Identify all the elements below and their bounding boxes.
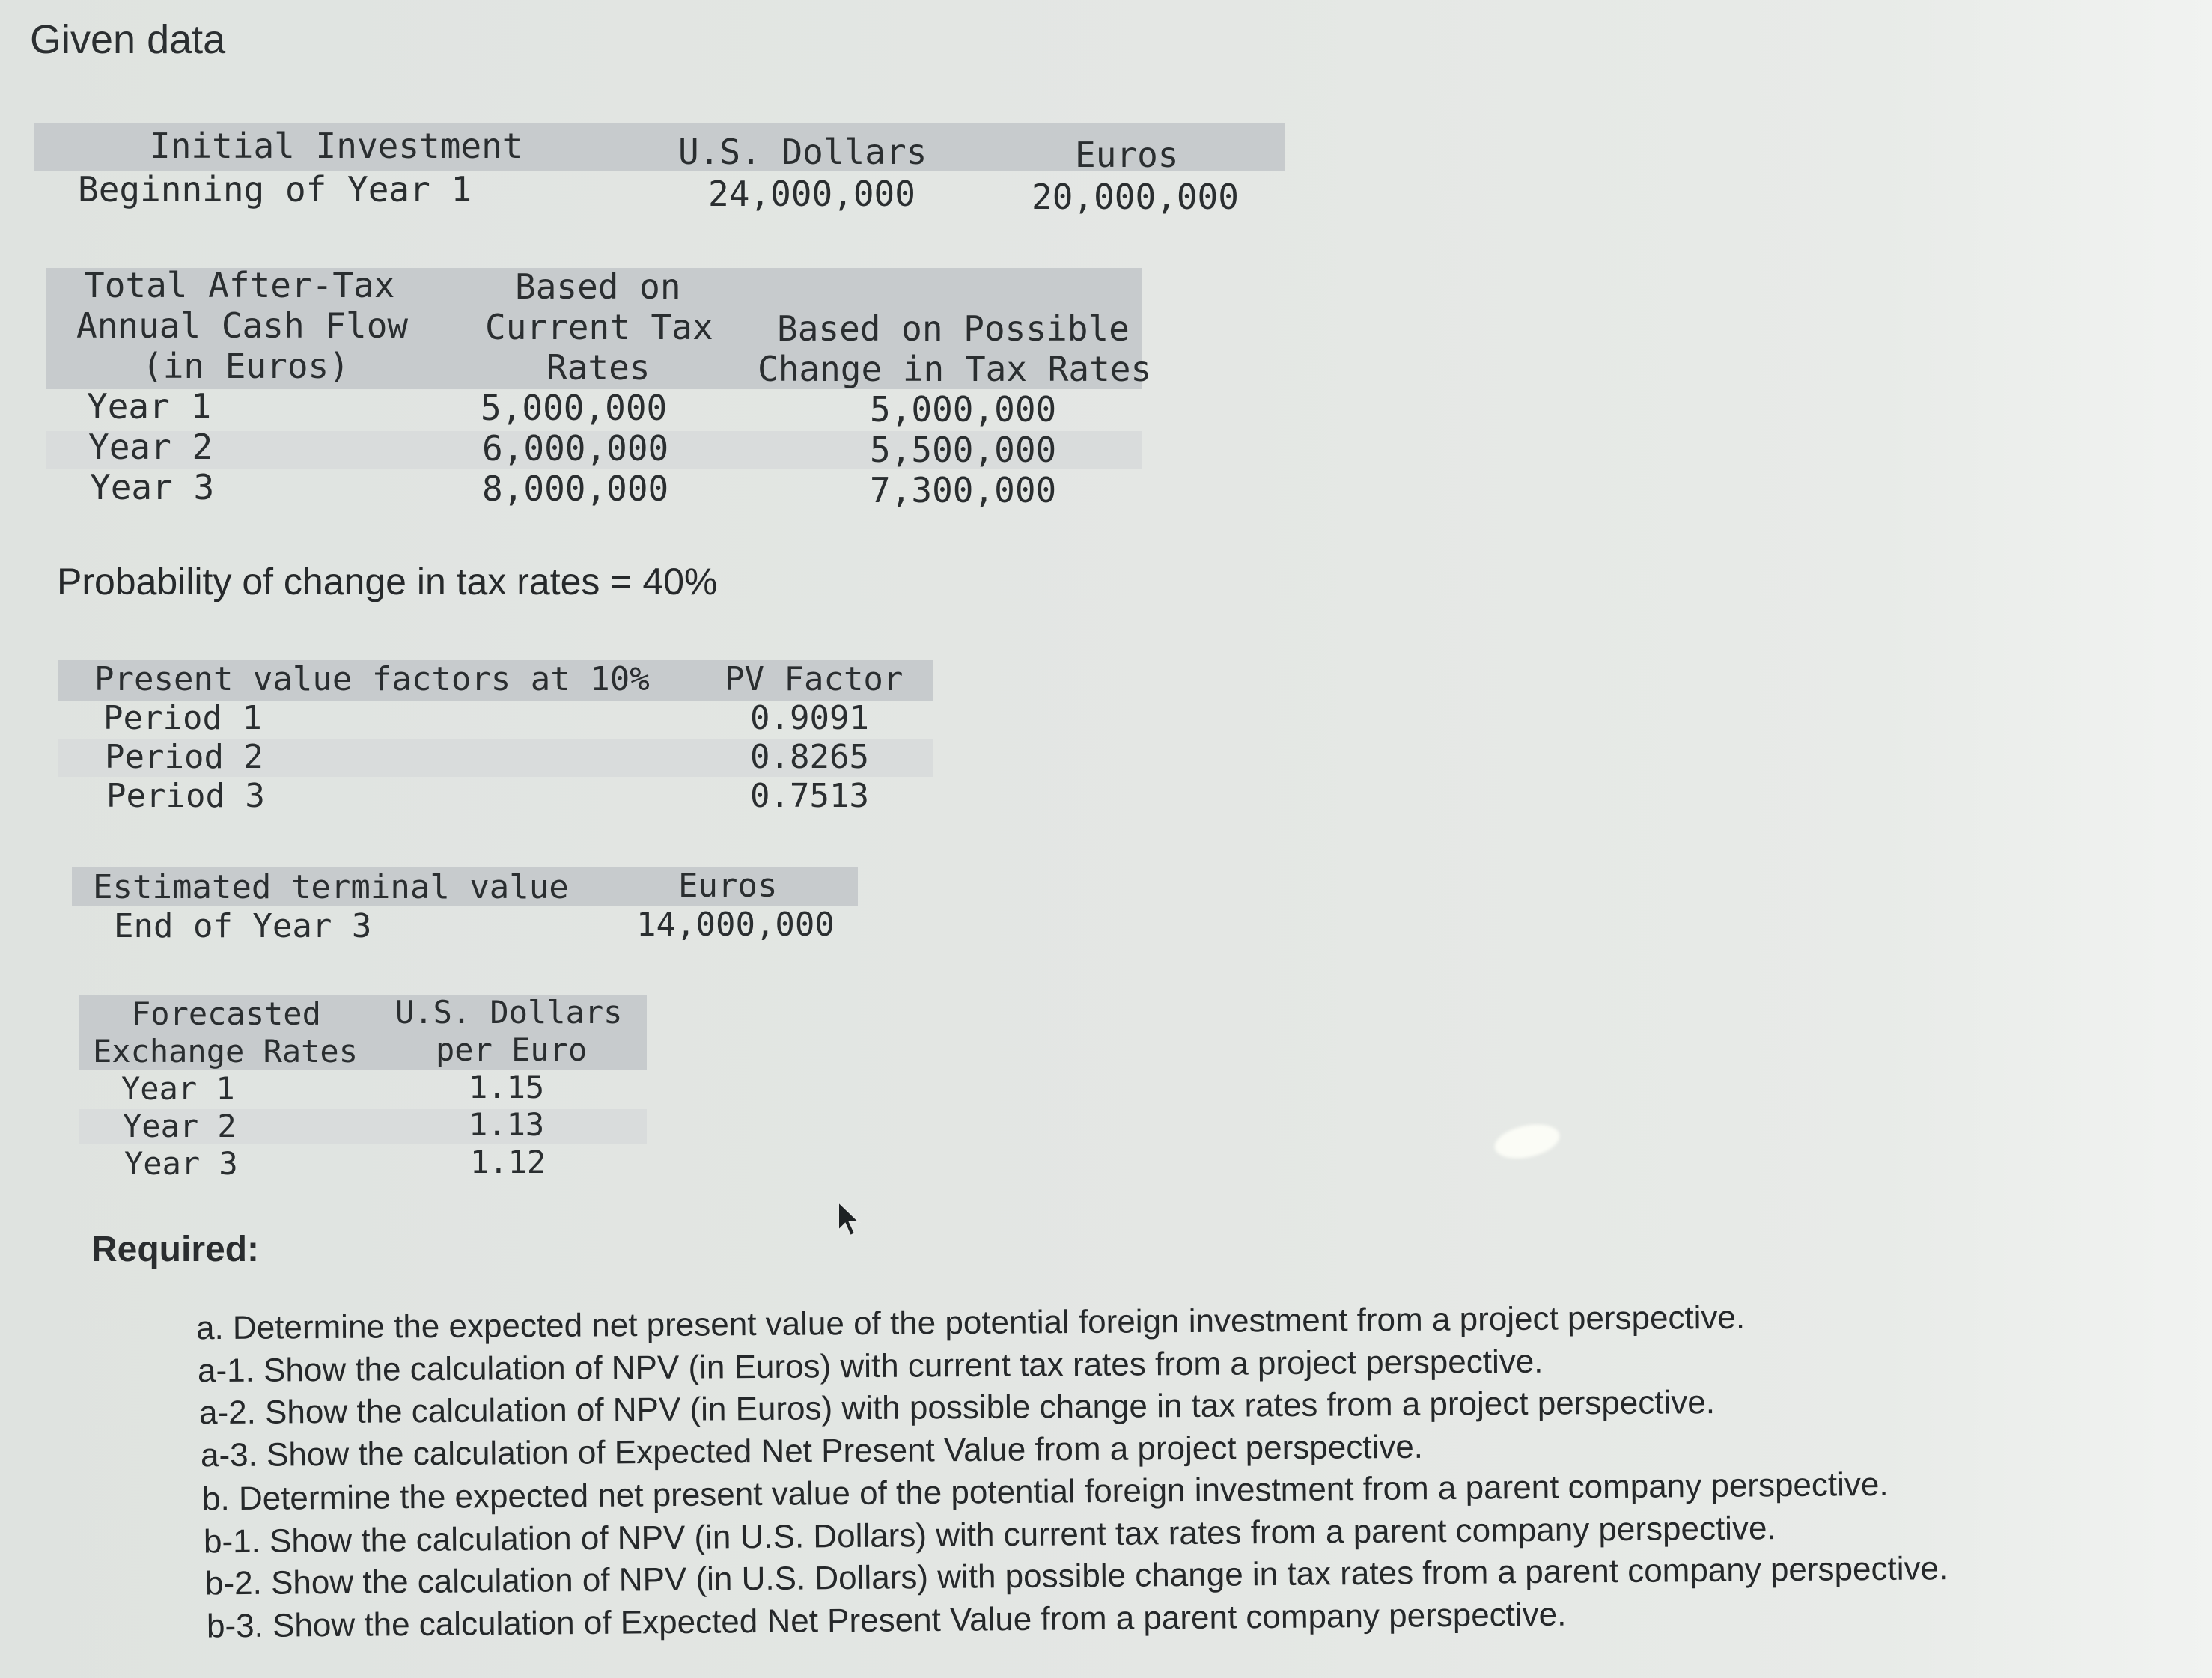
fx-header-col2-1: U.S. Dollars <box>395 994 623 1031</box>
terminal-label-2: End of Year 3 <box>114 907 372 945</box>
cf-row-current: 6,000,000 <box>482 428 669 469</box>
cf-row-current: 5,000,000 <box>481 388 668 428</box>
fx-row-rate: 1.13 <box>469 1106 545 1143</box>
cf-row-possible: 7,300,000 <box>870 470 1057 510</box>
cf-row-possible: 5,000,000 <box>870 389 1057 430</box>
cf-header-col1-2: Annual Cash Flow <box>76 305 409 346</box>
cf-row-possible: 5,500,000 <box>870 430 1057 470</box>
pv-row-factor: 0.8265 <box>750 738 869 776</box>
fx-header-col1-2: Exchange Rates <box>93 1033 359 1070</box>
mouse-cursor-icon <box>837 1200 862 1238</box>
pv-header-value: PV Factor <box>725 660 904 698</box>
cf-header-col1-3: (in Euros) <box>142 346 350 386</box>
fx-row-year: Year 3 <box>124 1145 238 1182</box>
required-item: a-3. Show the calculation of Expected Net Present Value from a project perspective. <box>200 1428 1424 1474</box>
cf-header-col2-2: Current Tax <box>485 307 713 347</box>
required-item: a-1. Show the calculation of NPV (in Euros) with current tax rates from a project perspective. <box>197 1343 1544 1389</box>
fx-header-col2-2: per Euro <box>436 1031 588 1068</box>
cf-header-col3-1: Based on Possible <box>777 308 1130 349</box>
pv-row-period: Period 2 <box>105 738 263 776</box>
pv-row-period: Period 3 <box>106 777 265 815</box>
usd-value: 24,000,000 <box>708 174 915 214</box>
terminal-header: Euros <box>678 867 778 905</box>
pv-row-factor: 0.9091 <box>750 699 869 737</box>
fx-row-year: Year 2 <box>123 1108 237 1144</box>
screen-glare <box>1492 1119 1563 1163</box>
eur-header: Euros <box>1075 135 1179 175</box>
probability-text: Probability of change in tax rates = 40% <box>57 561 718 602</box>
pv-row-period: Period 1 <box>103 699 262 737</box>
cf-header-col3-2: Change in Tax Rates <box>758 349 1152 389</box>
cf-header-col2-1: Based on <box>515 266 681 307</box>
terminal-label-1: Estimated terminal value <box>93 868 569 906</box>
pv-header-label: Present value factors at 10% <box>94 660 650 698</box>
cf-row-current: 8,000,000 <box>482 469 669 509</box>
cf-header-col2-3: Rates <box>546 347 651 388</box>
cf-row-year: Year 1 <box>87 386 212 427</box>
required-item: a-2. Show the calculation of NPV (in Euros) with possible change in tax rates from a project perspective. <box>198 1384 1716 1432</box>
investment-label-1: Initial Investment <box>150 126 523 166</box>
required-list <box>195 1299 2172 1644</box>
page-title: Given data <box>30 17 226 62</box>
usd-header: U.S. Dollars <box>678 132 927 172</box>
cf-header-col1-1: Total After-Tax <box>84 265 395 305</box>
fx-row-rate: 1.12 <box>470 1144 546 1180</box>
fx-row-rate: 1.15 <box>469 1069 545 1105</box>
required-item: b-1. Show the calculation of NPV (in U.S. Dollars) with current tax rates from a parent company perspective. <box>203 1509 1776 1560</box>
required-item: a. Determine the expected net present value of the potential foreign investment from a project perspective. <box>195 1299 1746 1347</box>
required-item: b. Determine the expected net present value of the potential foreign investment from a parent company perspective. <box>201 1465 1889 1518</box>
cf-row-year: Year 2 <box>88 427 213 467</box>
required-label: Required: <box>91 1230 260 1269</box>
investment-label-2: Beginning of Year 1 <box>78 169 472 210</box>
fx-row-year: Year 1 <box>121 1070 235 1107</box>
eur-value: 20,000,000 <box>1032 177 1239 217</box>
required-item: b-2. Show the calculation of NPV (in U.S. Dollars) with possible change in tax rates from a parent company perspective. <box>204 1550 1949 1602</box>
cf-row-year: Year 3 <box>90 467 215 507</box>
fx-header-col1-1: Forecasted <box>132 995 321 1032</box>
pv-row-factor: 0.7513 <box>750 777 869 815</box>
required-item: b-3. Show the calculation of Expected Net Present Value from a parent company perspective. <box>206 1596 1567 1644</box>
terminal-value: 14,000,000 <box>636 906 835 944</box>
